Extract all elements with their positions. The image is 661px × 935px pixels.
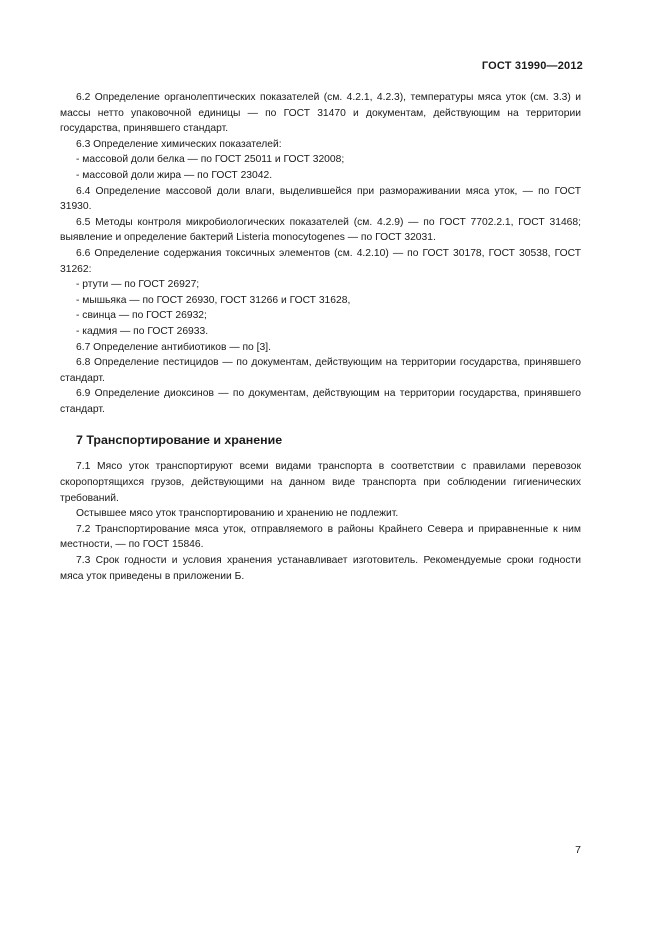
list-item: - кадмия — по ГОСТ 26933. [76, 325, 209, 337]
list-item: - массовой доли белка — по ГОСТ 25011 и ГОСТ 32008; [76, 154, 345, 166]
paragraph-7-3: 7.3 Срок годности и условия хранения устанавливает изготовитель. Рекомендуемые сроки годности мяса уток приведены в приложении Б. [60, 555, 581, 582]
list-item: - мышьяка — по ГОСТ 26930, ГОСТ 31266 и ГОСТ 31628, [76, 294, 351, 306]
list-item: - массовой доли жира — по ГОСТ 23042. [76, 169, 273, 181]
page-content [60, 90, 581, 584]
list-item: - ртути — по ГОСТ 26927; [76, 279, 200, 291]
paragraph-7-2: 7.2 Транспортирование мяса уток, отправляемого в районы Крайнего Севера и приравненные к ним местности, — по ГОСТ 15846. [60, 523, 581, 551]
paragraph-6-4: 6.4 Определение массовой доли влаги, выделившейся при размораживании мяса уток, — по ГОСТ 31930. [60, 185, 581, 213]
paragraph-6-9: 6.9 Определение диоксинов — по документам, действующим на территории государства, принявшего стандарт. [60, 388, 581, 415]
paragraph-6-6: 6.6 Определение содержания токсичных элементов (см. 4.2.10) — по ГОСТ 30178, ГОСТ 30538, ГОСТ 31262: [60, 247, 581, 275]
paragraph-7-1-note: Остывшее мясо уток транспортированию и хранению не подлежит. [76, 508, 399, 520]
paragraph-6-5: 6.5 Методы контроля микробиологических показателей (см. 4.2.9) — по ГОСТ 7702.2.1, ГОСТ 31468; выявление и определение бактерий Listeria monocytogenes — по ГОСТ 32031. [60, 216, 581, 244]
paragraph-6-8: 6.8 Определение пестицидов — по документам, действующим на территории государства, принявшего стандарт. [60, 357, 581, 384]
paragraph-6-7: 6.7 Определение антибиотиков — по [3]. [76, 341, 271, 353]
paragraph-6-2: 6.2 Определение органолептических показателей (см. 4.2.1, 4.2.3), температуры мяса уток (см. 3.3) и массы нетто упаковочной единицы — по ГОСТ 31470 и документам, действующим на территории государства, принявшего стандарт. [60, 92, 581, 135]
section-title: 7 Транспортирование и хранение [76, 433, 283, 448]
paragraph-7-1: 7.1 Мясо уток транспортируют всеми видами транспорта в соответствии с правилами перевозок скоропортящихся грузов, действующими на данном виде транспорта при соблюдении гигиенических требований. [60, 461, 581, 504]
page-number: 7 [575, 844, 581, 856]
document-header: ГОСТ 31990—2012 [481, 60, 583, 72]
paragraph-6-3: 6.3 Определение химических показателей: [76, 138, 282, 150]
list-item: - свинца — по ГОСТ 26932; [76, 310, 207, 322]
